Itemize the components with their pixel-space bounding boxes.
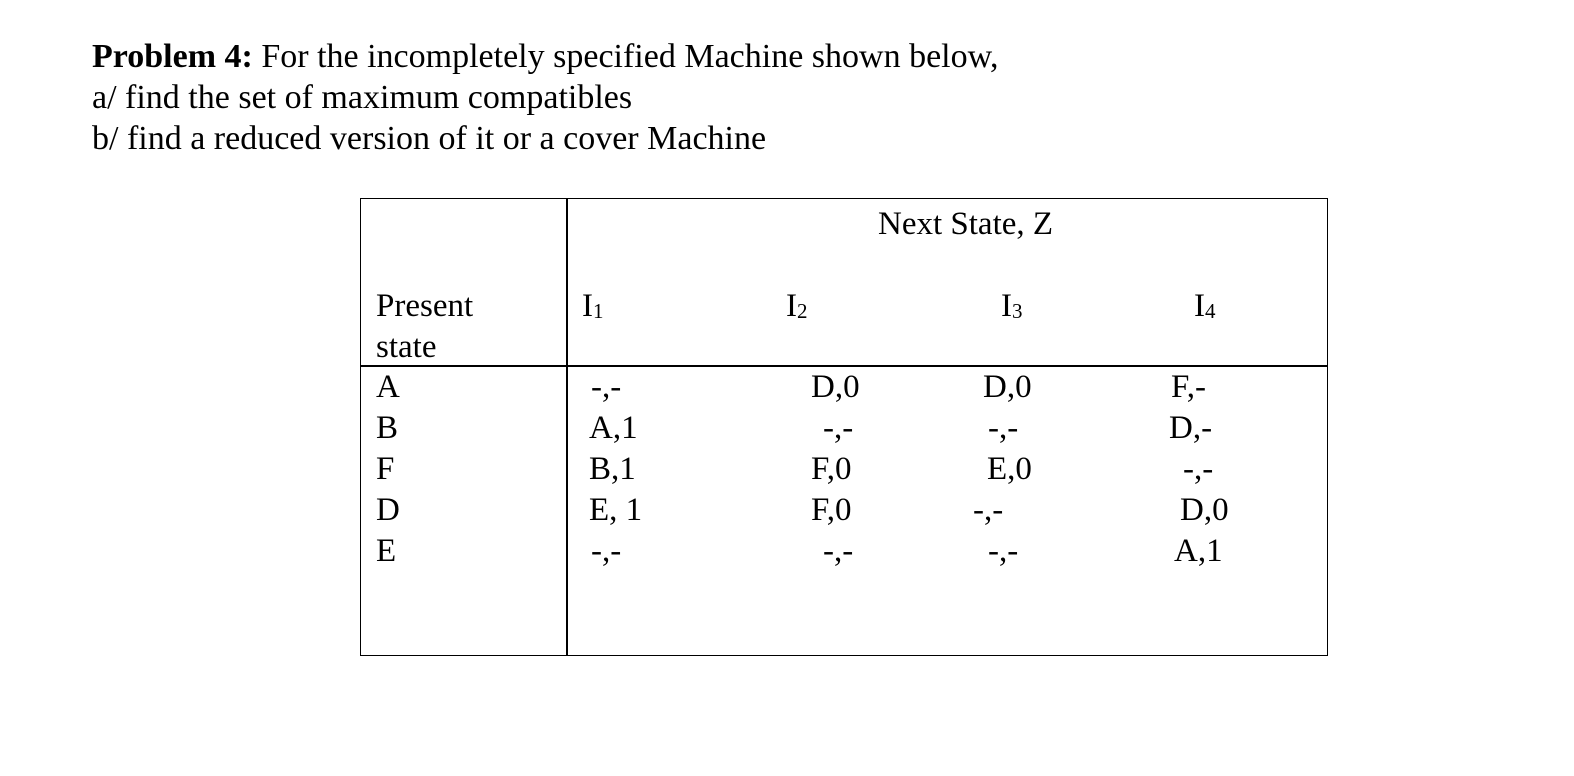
next-state-header: Next State, Z <box>878 206 1054 242</box>
table-cell: F,0 <box>811 492 852 528</box>
state-table <box>360 198 1328 656</box>
table-cell: -,- <box>591 369 622 405</box>
problem-label: Problem 4: <box>92 38 253 75</box>
input-header-i1: $I_1$ <box>582 288 604 324</box>
problem-statement <box>92 36 998 159</box>
table-cell: -,- <box>591 533 622 569</box>
state-label: E <box>376 533 397 569</box>
table-cell: E, 1 <box>589 492 643 528</box>
problem-part-b: b/ find a reduced version of it or a cover Machine <box>92 120 767 157</box>
state-label: F <box>376 451 395 487</box>
input-header-i2: $I_2$ <box>786 288 808 324</box>
table-cell: -,- <box>823 533 854 569</box>
table-cell: A,1 <box>1174 533 1223 569</box>
input-header-i4: $I_4$ <box>1194 288 1216 324</box>
table-cell: A,1 <box>589 410 638 446</box>
table-cell: -,- <box>1183 451 1214 487</box>
present-state-header-line-2: state <box>376 329 437 365</box>
table-cell: D,0 <box>983 369 1032 405</box>
input-i2-column <box>811 367 860 572</box>
present-state-column <box>376 367 400 572</box>
input-i4-column <box>1169 367 1229 572</box>
state-label: A <box>376 369 400 405</box>
state-label: B <box>376 410 399 446</box>
table-cell: -,- <box>988 533 1019 569</box>
input-i3-column <box>973 367 1032 572</box>
table-cell: B,1 <box>589 451 636 487</box>
input-i1-column <box>589 367 642 572</box>
table-cell: F,0 <box>811 451 852 487</box>
table-cell: -,- <box>823 410 854 446</box>
table-cell: D,0 <box>811 369 860 405</box>
table-cell: D,0 <box>1180 492 1229 528</box>
table-cell: D,- <box>1169 410 1213 446</box>
table-cell: E,0 <box>987 451 1032 487</box>
problem-line-1 <box>92 36 998 77</box>
state-label: D <box>376 492 400 528</box>
present-state-header-line-1: Present <box>376 288 474 324</box>
input-header-i3: $I_3$ <box>1001 288 1023 324</box>
problem-part-a: a/ find the set of maximum compatibles <box>92 79 633 116</box>
table-cell: F,- <box>1171 369 1206 405</box>
table-cell: -,- <box>973 492 1004 528</box>
column-divider <box>566 199 568 655</box>
table-cell: -,- <box>988 410 1019 446</box>
present-state-header <box>376 286 473 368</box>
problem-text: For the incompletely specified Machine shown below, <box>252 38 999 75</box>
